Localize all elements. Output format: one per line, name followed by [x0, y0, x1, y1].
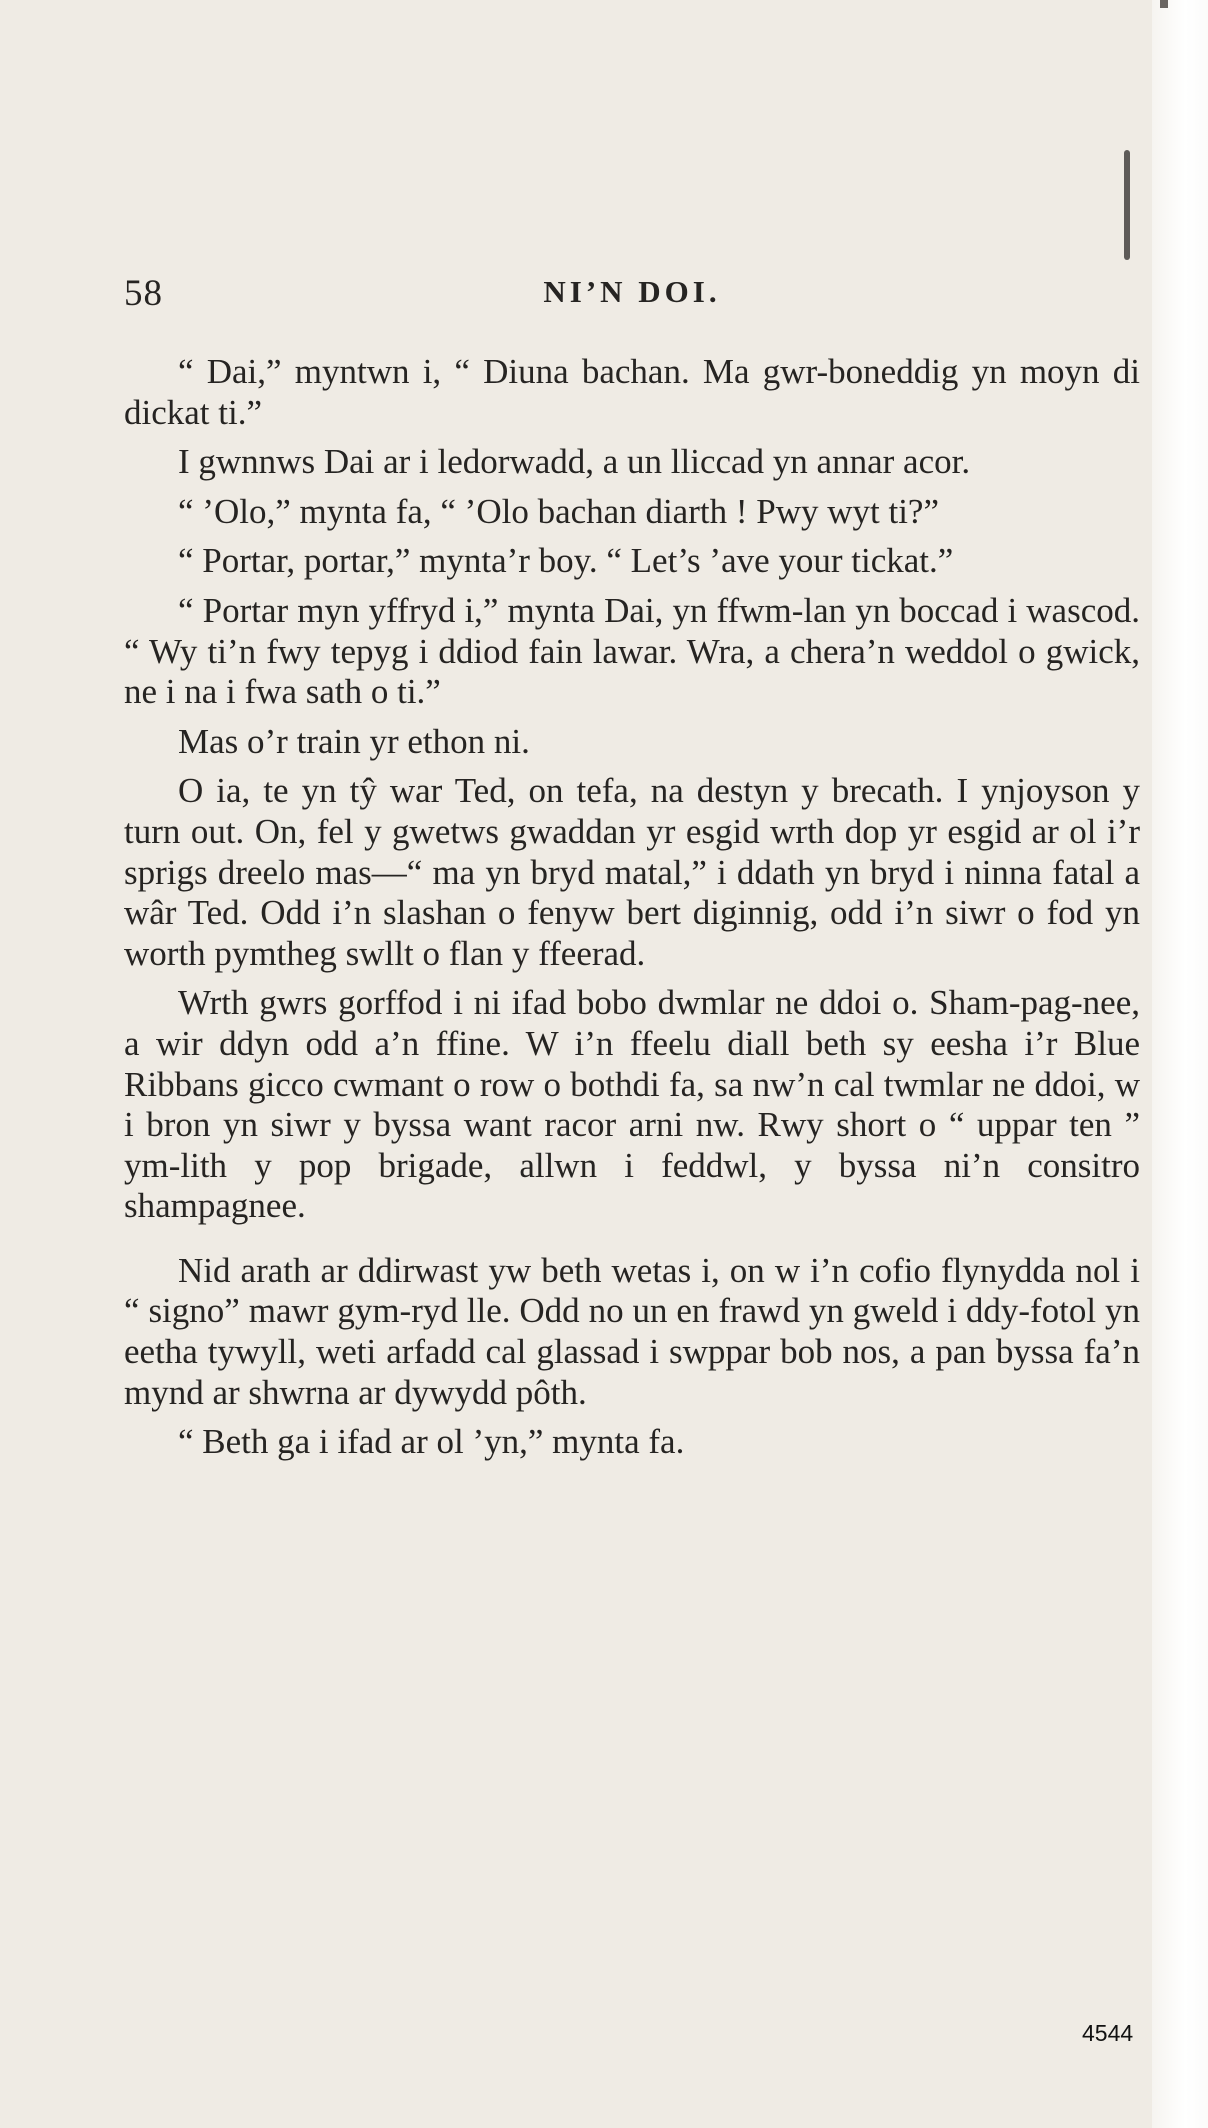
paragraph: Nid arath ar ddirwast yw beth wetas i, on w i’n cofio flynydda nol i “ signo” mawr gym-ryd lle. Odd no un en frawd yn gweld i ddy-fotol yn eetha tywyll, weti arfadd cal glassad i swppar bob nos, a pan byssa fa’n mynd ar shwrna ar dywydd pôth. — [124, 1250, 1140, 1412]
paragraph: O ia, te yn tŷ war Ted, on tefa, na destyn y brecath. I ynjoyson y turn out. On, fel y gwetws gwaddan yr esgid wrth dop yr esgid ar ol i’r sprigs dreelo mas—“ ma yn bryd matal,” i ddath yn bryd i ninna fatal a wâr Ted. Odd i’n slashan o fenyw bert diginnig, odd i’n siwr o fod yn worth pymtheg swllt o flan y ffeerad. — [124, 771, 1140, 973]
paragraph: “ Portar myn yffryd i,” mynta Dai, yn ffwm-lan yn boccad i wascod. “ Wy ti’n fwy tepyg i ddiod fain lawar. Wra, a chera’n weddol o gwick, ne i na i fwa sath o ti.” — [124, 590, 1140, 712]
running-title: NI’N DOI. — [543, 274, 721, 309]
paragraph: Mas o’r train yr ethon ni. — [178, 721, 530, 761]
page-number: 58 — [124, 273, 163, 314]
body-text — [124, 352, 1140, 1472]
edge-mark-top — [1160, 0, 1168, 8]
paragraph: “ Beth ga i ifad ar ol ’yn,” mynta fa. — [178, 1422, 685, 1462]
page-edge — [1152, 0, 1208, 2128]
paragraph: “ Portar, portar,” mynta’r boy. “ Let’s ’ave your tickat.” — [178, 541, 954, 581]
paragraph: “ Dai,” myntwn i, “ Diuna bachan. Ma gwr-boneddig yn moyn di dickat ti.” — [124, 352, 1140, 432]
paragraph: “ ’Olo,” mynta fa, “ ’Olo bachan diarth ! Pwy wyt ti?” — [178, 491, 939, 531]
paragraph: Wrth gwrs gorffod i ni ifad bobo dwmlar ne ddoi o. Sham-pag-nee, a wir ddyn odd a’n ffine. W i’n ffeelu diall beth sy eesha i’r Blue Ribbans gicco cwmant o row o bothdi fa, sa nw’n cal twmlar ne ddoi, w i bron yn siwr y byssa want racor arni nw. Rwy short o “ uppar ten ” ym-lith y pop brigade, allwn i feddwl, y byssa ni’n consitro shampagnee. — [124, 983, 1140, 1226]
binding-mark — [1124, 150, 1130, 260]
page-header — [124, 272, 1140, 322]
paragraph: I gwnnws Dai ar i ledorwadd, a un lliccad yn annar acor. — [178, 442, 971, 482]
catalog-number: 4544 — [1082, 2020, 1134, 2046]
